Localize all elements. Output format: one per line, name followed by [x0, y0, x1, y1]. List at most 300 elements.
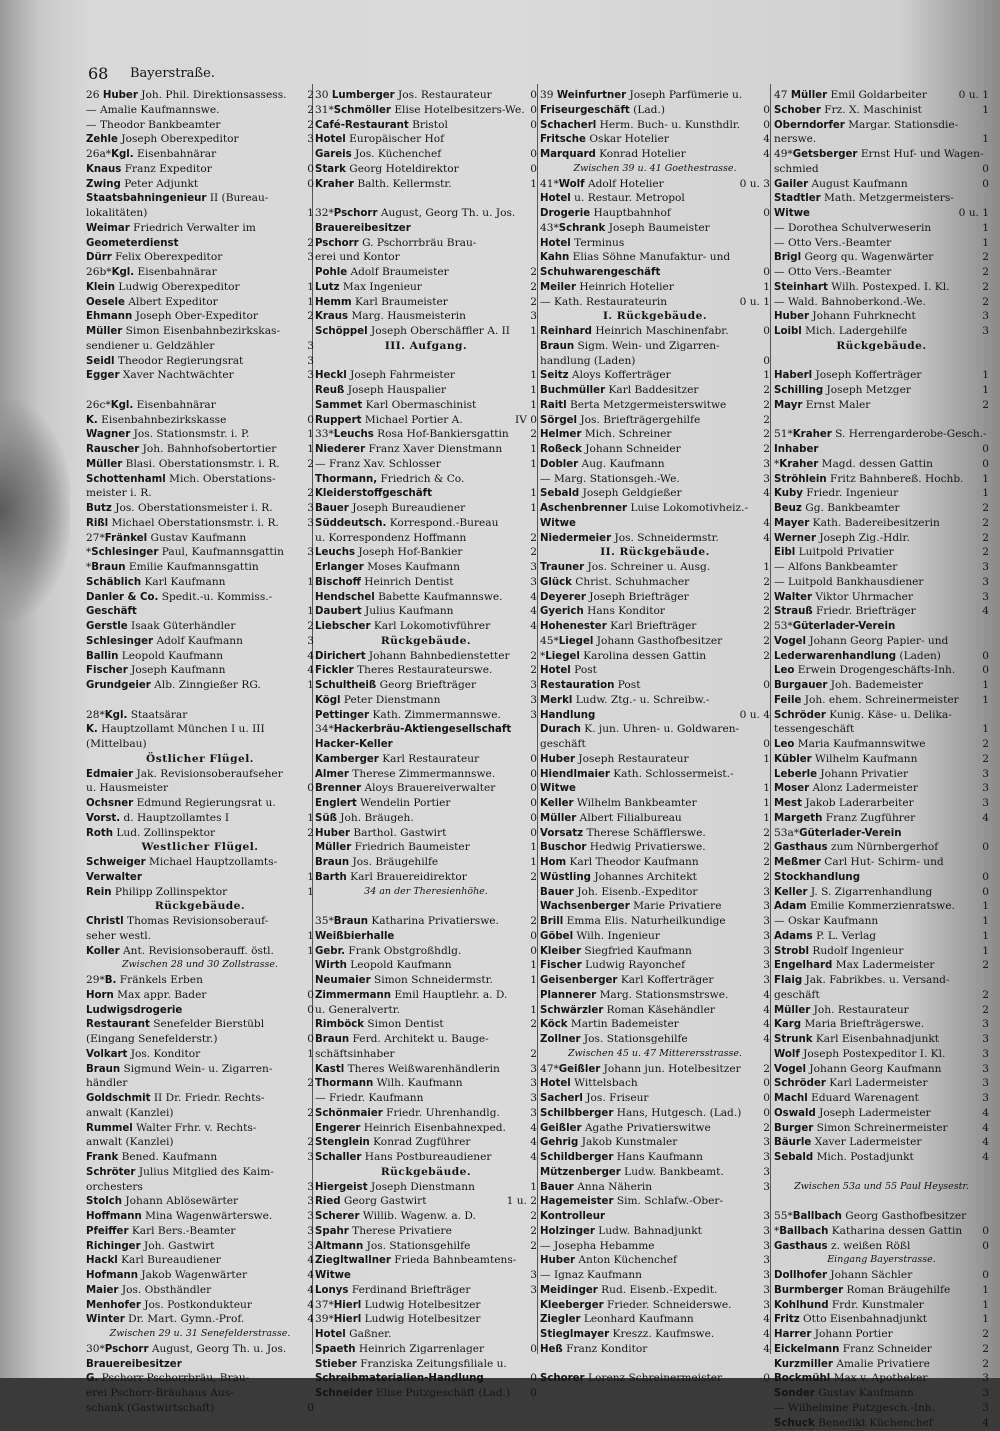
directory-entry [540, 236, 770, 251]
entry-text: Kohlhund Frdr. Kunstmaler [774, 1298, 924, 1311]
entry-text: Pschorr G. Pschorrbräu Brau- [315, 236, 477, 249]
floor-number: 4 [763, 1313, 770, 1326]
directory-entry [540, 324, 770, 339]
entry-text: Keller J. S. Zigarrenhandlung [774, 885, 933, 898]
entry-text: Bockmühl Max v. Apotheker [774, 1372, 928, 1385]
entry-text: Niedermeier Jos. Schneidermstr. [540, 531, 719, 544]
floor-number: 2 [530, 1210, 537, 1222]
entry-text: Gasthaus zum Nürnbergerhof [774, 841, 939, 854]
entry-text: Schöppel Joseph Oberschäffler A. II [315, 325, 510, 337]
section-heading [315, 339, 537, 354]
entry-text: Roßeck Johann Schneider [540, 443, 681, 455]
floor-number: 3 [763, 900, 770, 913]
entry-text: Ströhlein Fritz Bahnbereß. Hochb. [774, 472, 964, 485]
floor-number: 1 [530, 369, 537, 382]
floor-number: 0 [307, 177, 314, 190]
directory-entry [774, 634, 989, 649]
directory-entry [86, 1150, 314, 1165]
floor-number: 3 [307, 251, 314, 264]
floor-number: 2 [982, 251, 989, 264]
floor-number: 4 [982, 1416, 989, 1429]
entry-text: Pfeiffer Karl Bers.-Beamter [86, 1224, 236, 1237]
page-number: 68 [88, 64, 109, 83]
entry-text: Hohenester Karl Briefträger [540, 620, 697, 632]
directory-entry [774, 1135, 989, 1150]
directory-entry [86, 147, 314, 162]
entry-text: — Oskar Kaufmann [774, 915, 879, 927]
floor-number: 4 [763, 1018, 770, 1031]
directory-entry [540, 88, 770, 103]
directory-entry [774, 1386, 989, 1401]
floor-number: 2 [982, 1342, 989, 1355]
page-header [88, 62, 960, 84]
entry-text: II. Rückgebäude. [600, 546, 710, 559]
entry-text: Witwe [540, 517, 576, 529]
floor-number: 0 [530, 118, 537, 131]
floor-number: 2 [530, 870, 537, 883]
directory-entry [315, 1268, 537, 1283]
entry-text: 55*Ballbach Georg Gasthofbesitzer [774, 1210, 967, 1222]
directory-entry [774, 1194, 989, 1209]
directory-entry [774, 545, 989, 560]
entry-text: Müller Joh. Restaurateur [774, 1003, 909, 1016]
directory-entry [86, 88, 314, 103]
entry-text: 26c*Kgl. Eisenbahnärar [86, 398, 216, 411]
entry-text: Zimmermann Emil Hauptlehr. a. D. [315, 988, 508, 1001]
entry-text: — Amalie Kaufmannswe. [86, 103, 220, 116]
floor-number: 1 [982, 133, 989, 146]
entry-text: Lutz Max Ingenieur [315, 280, 422, 293]
floor-number: 3 [307, 133, 314, 146]
entry-text: Erlanger Moses Kaufmann [315, 561, 460, 573]
directory-entry [540, 132, 770, 147]
directory-entry [774, 1165, 989, 1180]
entry-text: 26a*Kgl. Eisenbahnärar [86, 148, 217, 160]
entry-text: 47 Müller Emil Goldarbeiter [774, 89, 927, 101]
directory-entry [774, 1017, 989, 1032]
directory-entry [540, 295, 770, 310]
entry-text: Hagemeister Sim. Schlafw.-Ober- [540, 1195, 724, 1208]
directory-entry [315, 767, 537, 782]
directory-entry [774, 1371, 989, 1386]
entry-text: 29*B. Fränkels Erben [86, 974, 203, 986]
directory-entry [540, 1180, 770, 1195]
directory-entry [315, 1253, 537, 1268]
entry-text: Deyerer Joseph Briefträger [540, 590, 689, 603]
floor-number: 0 [982, 885, 989, 898]
floor-number: 0 u. 1 [739, 295, 770, 308]
directory-entry [315, 1209, 537, 1224]
floor-number: 1 [982, 1283, 989, 1296]
directory-entry [315, 722, 537, 737]
street-title: Bayerstraße. [130, 66, 215, 81]
floor-number: 2 [982, 738, 989, 750]
entry-text: Weimar Friedrich Verwalter im [86, 221, 256, 234]
floor-number: 0 [763, 1106, 770, 1119]
entry-text: Wüstling Johannes Architekt [540, 870, 697, 883]
entry-text: Ziegltwallner Frieda Bahnbeamtens- [315, 1254, 517, 1267]
floor-number: 2 [307, 236, 314, 249]
entry-text: Englert Wendelin Portier [315, 797, 451, 809]
floor-number: 1 [530, 384, 537, 396]
directory-entry [86, 988, 314, 1003]
entry-text: 39*Hierl Ludwig Hotelbesitzer [315, 1313, 481, 1326]
directory-entry [315, 280, 537, 295]
entry-text: Helmer Mich. Schreiner [540, 428, 672, 441]
entry-text: Schäblich Karl Kaufmann [86, 575, 226, 588]
entry-text: Barth Karl Brauereidirektor [315, 870, 467, 883]
entry-text: Harrer Johann Portier [774, 1328, 893, 1340]
entry-text: Schlesinger Adolf Kaufmann [86, 634, 243, 647]
entry-text: Oswald Joseph Ladermeister [774, 1106, 931, 1119]
floor-number: 0 [530, 811, 537, 824]
directory-entry [774, 162, 989, 177]
entry-text: 37*Hierl Ludwig Hotelbesitzer [315, 1298, 481, 1311]
directory-entry [774, 1342, 989, 1357]
entry-text: Edmaier Jak. Revisionsoberaufseher [86, 767, 283, 780]
binding-clip [0, 400, 70, 620]
directory-entry [86, 324, 314, 339]
entry-text: Brauereibesitzer [315, 222, 411, 234]
directory-entry [86, 1135, 314, 1150]
directory-entry [86, 1298, 314, 1313]
floor-number: 1 [530, 487, 537, 500]
entry-text: Hotel Post [540, 664, 597, 677]
floor-number: 3 [530, 1283, 537, 1296]
floor-number: 3 [763, 1180, 770, 1193]
directory-entry [540, 604, 770, 619]
directory-entry [86, 221, 314, 236]
floor-number: 2 [763, 398, 770, 411]
entry-text: Kögl Peter Dienstmann [315, 693, 441, 706]
entry-text: Geißler Agathe Privatierswitwe [540, 1121, 711, 1134]
entry-text: Wolf Joseph Postexpeditor I. Kl. [774, 1047, 946, 1060]
entry-text: Altmann Jos. Stationsgehilfe [315, 1239, 471, 1252]
directory-entry [315, 1032, 537, 1047]
entry-text: Mayr Ernst Maler [774, 398, 871, 411]
floor-number: 2 [530, 428, 537, 441]
directory-entry [774, 118, 989, 133]
floor-number: 0 [530, 103, 537, 116]
directory-entry [540, 486, 770, 501]
entry-text: Almer Therese Zimmermannswe. [315, 767, 496, 780]
floor-number: 3 [307, 339, 314, 352]
directory-entry [315, 501, 537, 516]
directory-entry [540, 958, 770, 973]
directory-entry [86, 560, 314, 575]
entry-text: Fickler Theres Restaurateurswe. [315, 664, 493, 677]
entry-text: III. Aufgang. [384, 339, 468, 352]
floor-number: 2 [982, 516, 989, 529]
entry-text: Schorer Lorenz Schreinermeister [540, 1372, 723, 1385]
directory-entry [540, 1224, 770, 1239]
directory-entry [540, 1371, 770, 1386]
entry-text: Köck Martin Bademeister [540, 1018, 679, 1031]
entry-text: Dollhofer Johann Sächler [774, 1269, 913, 1281]
directory-entry [315, 973, 537, 988]
entry-text: Hotel Gaßner. [315, 1328, 392, 1340]
directory-entry [774, 1312, 989, 1327]
directory-entry [86, 1401, 314, 1416]
directory-entry [774, 516, 989, 531]
directory-entry [774, 1224, 989, 1239]
entry-text: 30*Pschorr August, Georg Th. u. Jos. [86, 1342, 287, 1355]
floor-number: 0 [982, 841, 989, 854]
directory-entry [540, 708, 770, 723]
floor-number: 4 [530, 590, 537, 603]
floor-number: 0 [307, 413, 314, 426]
entry-text: Schilling Joseph Metzger [774, 384, 911, 396]
directory-entry [540, 1253, 770, 1268]
floor-number: 3 [982, 1372, 989, 1385]
entry-text: Sacherl Jos. Friseur [540, 1092, 649, 1104]
floor-number: 2 [763, 428, 770, 441]
directory-entry [540, 1135, 770, 1150]
floor-number: 2 [763, 443, 770, 455]
entry-text: Huber Barthol. Gastwirt [315, 826, 447, 839]
floor-number: 3 [763, 915, 770, 927]
directory-entry [540, 899, 770, 914]
floor-number: 4 [763, 988, 770, 1001]
directory-entry [86, 354, 314, 369]
floor-number: 1 [982, 384, 989, 396]
floor-number: 2 [982, 295, 989, 308]
floor-number: 2 [982, 280, 989, 293]
entry-text: Zwing Peter Adjunkt [86, 177, 199, 190]
directory-entry [86, 929, 314, 944]
floor-number: 4 [982, 1151, 989, 1163]
entry-text: Strauß Friedr. Briefträger [774, 605, 916, 618]
floor-number: 0 [763, 118, 770, 131]
floor-number: 3 [982, 797, 989, 809]
directory-entry [774, 472, 989, 487]
floor-number: 1 [982, 723, 989, 736]
entry-text: geschäft [540, 738, 586, 750]
directory-entry [540, 427, 770, 442]
directory-entry [86, 737, 314, 752]
entry-text: Ballin Leopold Kaufmann [86, 649, 224, 662]
floor-number: 2 [307, 310, 314, 323]
directory-entry [86, 177, 314, 192]
directory-entry [774, 442, 989, 457]
floor-number: 4 [763, 487, 770, 500]
entry-text: Stark Georg Hoteldirektor [315, 162, 459, 175]
floor-number: 2 [307, 89, 314, 101]
floor-number: 3 [763, 1254, 770, 1267]
entry-text: Leo Maria Kaufmannswitwe [774, 738, 926, 750]
directory-entry [315, 619, 537, 634]
directory-entry [315, 309, 537, 324]
entry-text: Egger Xaver Nachtwächter [86, 369, 234, 382]
entry-text: Friseurgeschäft (Lad.) [540, 103, 665, 116]
floor-number: 3 [530, 708, 537, 721]
floor-number: 3 [763, 1210, 770, 1222]
entry-text: anwalt (Kanzlei) [86, 1136, 174, 1149]
directory-entry [540, 693, 770, 708]
entry-text: Restauration Post [540, 679, 641, 691]
entry-text: (Mittelbau) [86, 738, 147, 750]
directory-entry [315, 1091, 537, 1106]
floor-number: 1 u. 2 [506, 1195, 537, 1208]
entry-text: — Otto Vers.-Beamter [774, 236, 892, 249]
entry-text: Bauer Joseph Bureaudiener [315, 502, 466, 514]
floor-number: 2 [763, 384, 770, 396]
directory-entry [540, 1209, 770, 1224]
floor-number: 1 [530, 1003, 537, 1016]
directory-entry [774, 88, 989, 103]
directory-entry [540, 634, 770, 649]
entry-text: Heckl Joseph Fahrmeister [315, 369, 455, 382]
entry-text: Frank Bened. Kaufmann [86, 1151, 218, 1163]
floor-number: 1 [530, 177, 537, 190]
entry-text: Kraher Balth. Kellermstr. [315, 177, 452, 190]
entry-text: Ehmann Joseph Ober-Expeditor [86, 310, 258, 323]
floor-number: 2 [530, 295, 537, 308]
entry-text: Müller Albert Filialbureau [540, 811, 682, 824]
floor-number: 3 [307, 1151, 314, 1163]
floor-number: 0 u. 3 [739, 177, 770, 190]
entry-text: Ziegler Leonhard Kaufmann [540, 1313, 694, 1326]
floor-number: 0 [982, 1224, 989, 1237]
entry-text: Bischoff Heinrich Dentist [315, 575, 454, 588]
directory-entry [540, 870, 770, 885]
entry-text: Schober Frz. X. Maschinist [774, 103, 922, 116]
directory-entry [315, 1180, 537, 1195]
floor-number: 1 [763, 797, 770, 809]
entry-text: Meßmer Carl Hut- Schirm- und [774, 856, 944, 868]
floor-number: 1 [307, 870, 314, 883]
directory-entry [315, 236, 537, 251]
floor-number: 3 [763, 1283, 770, 1296]
directory-entry [315, 752, 537, 767]
entry-text: Mest Jakob Laderarbeiter [774, 797, 914, 809]
floor-number: 2 [982, 1328, 989, 1340]
entry-text: G. Pschorr Pschorrbräu, Brau- [86, 1372, 250, 1385]
floor-number: 2 [763, 620, 770, 632]
directory-entry [315, 649, 537, 664]
floor-number: 0 [982, 162, 989, 175]
section-heading [315, 1165, 537, 1180]
floor-number: 4 [530, 1121, 537, 1134]
directory-entry [86, 1357, 314, 1372]
entry-text: *Kraher Magd. dessen Gattin [774, 457, 933, 470]
floor-number: 3 [763, 929, 770, 942]
entry-text: Grundgeier Alb. Zinngießer RG. [86, 679, 261, 691]
entry-text: Schacherl Herm. Buch- u. Kunsthdlr. [540, 118, 741, 131]
directory-entry [86, 1062, 314, 1077]
floor-number: 2 [763, 826, 770, 839]
directory-entry [86, 413, 314, 428]
directory-entry [774, 1357, 989, 1372]
floor-number: 1 [307, 929, 314, 942]
directory-entry [86, 870, 314, 885]
directory-entry [540, 191, 770, 206]
floor-number: 0 [763, 266, 770, 278]
directory-entry [315, 398, 537, 413]
entry-text: — Franz Xav. Schlosser [315, 457, 441, 470]
directory-entry [540, 413, 770, 428]
floor-number: 4 [307, 664, 314, 677]
entry-text: 26 Huber Joh. Phil. Direktionsassess. [86, 89, 287, 101]
section-heading [86, 840, 314, 855]
directory-entry [315, 1239, 537, 1254]
entry-text: — Josepha Hebamme [540, 1239, 655, 1252]
entry-text: — Wald. Bahnoberkond.-We. [774, 295, 926, 308]
entry-text: K. Eisenbahnbezirkskasse [86, 413, 227, 426]
cross-street-note [86, 958, 314, 973]
entry-text: Trauner Jos. Schreiner u. Ausg. [540, 561, 711, 573]
entry-text: Neumaier Simon Schneidermstr. [315, 974, 493, 986]
section-heading [86, 899, 314, 914]
directory-entry [86, 265, 314, 280]
floor-number: 1 [982, 236, 989, 249]
entry-text: K. Hauptzollamt München I u. III [86, 723, 265, 736]
floor-number: 3 [307, 1239, 314, 1252]
entry-text: Rummel Walter Frhr. v. Rechts- [86, 1121, 257, 1134]
column-divider [537, 84, 538, 1354]
floor-number: 0 [982, 457, 989, 470]
directory-entry [315, 191, 537, 206]
floor-number: 4 [982, 1106, 989, 1119]
entry-text: Fritsche Oskar Hotelier [540, 133, 669, 146]
floor-number: 2 [763, 605, 770, 618]
directory-entry [774, 236, 989, 251]
directory-entry [315, 737, 537, 752]
floor-number: 3 [530, 561, 537, 573]
floor-number: 4 [763, 1033, 770, 1045]
entry-text: Hofmann Jakob Wagenwärter [86, 1269, 248, 1281]
directory-entry [540, 840, 770, 855]
entry-text: Maier Jos. Obsthändler [86, 1283, 212, 1296]
floor-number: 1 [982, 900, 989, 913]
entry-text: Feile Joh. ehem. Schreinermeister [774, 693, 959, 706]
floor-number: 2 [530, 1047, 537, 1060]
directory-entry [774, 221, 989, 236]
entry-text: Fritz Otto Eisenbahnadjunkt [774, 1313, 928, 1326]
entry-text: Huber Joseph Restaurateur [540, 752, 689, 765]
directory-entry [315, 103, 537, 118]
floor-number: 2 [530, 280, 537, 293]
entry-text: Café-Restaurant Bristol [315, 118, 448, 131]
floor-number: 3 [307, 516, 314, 529]
entry-text: Thormann Wilh. Kaufmann [315, 1077, 463, 1090]
directory-entry [540, 368, 770, 383]
floor-number: 4 [763, 531, 770, 544]
directory-entry [315, 427, 537, 442]
entry-text: Stockhandlung [774, 871, 860, 883]
directory-entry [315, 1003, 537, 1018]
entry-text: Braun Ferd. Architekt u. Bauge- [315, 1033, 489, 1045]
directory-entry [540, 826, 770, 841]
entry-text: Engerer Heinrich Eisenbahnexped. [315, 1121, 506, 1134]
directory-entry [540, 1298, 770, 1313]
floor-number: 4 [530, 1136, 537, 1149]
directory-entry [540, 767, 770, 782]
entry-text: Volkart Jos. Konditor [86, 1047, 201, 1060]
entry-text: Flaig Jak. Fabrikbes. u. Versand- [774, 974, 950, 986]
directory-entry [774, 177, 989, 192]
directory-entry [774, 575, 989, 590]
directory-entry [315, 118, 537, 133]
directory-entry [774, 501, 989, 516]
entry-text: Spaeth Heinrich Zigarrenlager [315, 1342, 485, 1355]
directory-entry [315, 250, 537, 265]
entry-text: Hiergeist Joseph Dienstmann [315, 1180, 475, 1193]
entry-text: Drogerie Hauptbahnhof [540, 207, 671, 219]
directory-entry [315, 147, 537, 162]
floor-number: 1 [307, 885, 314, 898]
entry-text: Witwe [540, 783, 576, 795]
